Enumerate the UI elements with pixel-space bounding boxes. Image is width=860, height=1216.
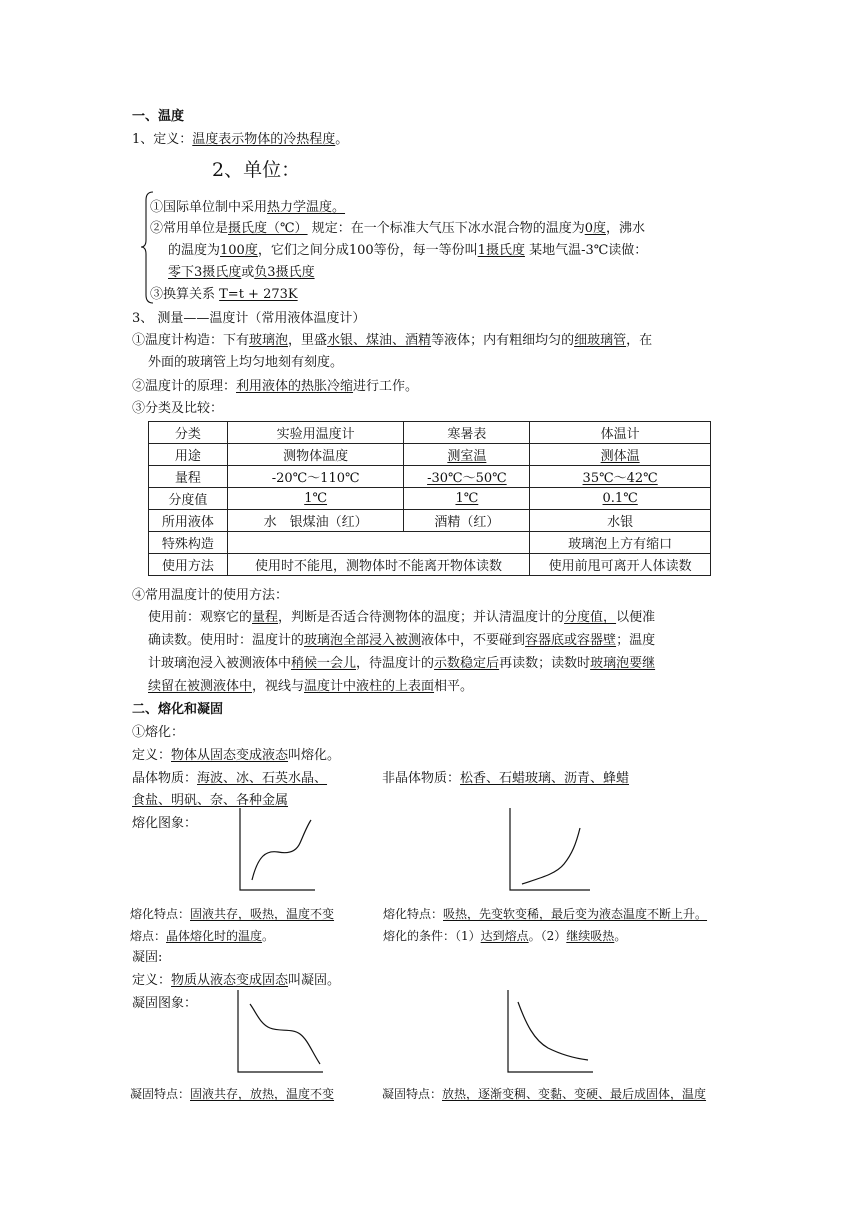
melt-graph-label: 熔化图象： — [132, 816, 198, 831]
underlined-term: 0.1℃ — [602, 491, 638, 506]
crystal-melting-graph — [230, 808, 320, 896]
table-cell: 测物体温度 — [227, 444, 404, 466]
unit-line-2 — [150, 219, 645, 239]
underlined-term: 测室温 — [447, 449, 487, 464]
unit-line-5 — [150, 285, 298, 305]
table-row — [149, 554, 711, 576]
table-row — [149, 444, 711, 466]
text: ，待温度计的 — [356, 656, 435, 671]
punct: 。 — [335, 132, 349, 147]
table-header-row — [149, 422, 711, 444]
usage-line-1 — [148, 608, 655, 628]
text: 等液体；内有粗细均匀的 — [431, 333, 575, 348]
text: 熔化特点： — [383, 907, 444, 921]
section-heading: 一、温度 — [132, 109, 185, 124]
underlined-term: 续留在被测液体中 — [148, 679, 253, 694]
underlined-term: 物质从液态变成固态 — [171, 973, 289, 988]
table-cell — [404, 488, 530, 510]
table-row — [149, 532, 711, 554]
construct-line-cont: 外面的玻璃管上均匀地刻有刻度。 — [148, 355, 344, 370]
text: 。（2） — [528, 929, 567, 943]
principle-line — [132, 377, 418, 397]
melting-point — [130, 926, 274, 946]
row-label: 分度值 — [149, 488, 228, 510]
text: ，里盛 — [288, 333, 328, 348]
underlined-term: 固液共存，放热，温度不变 — [190, 1087, 335, 1101]
text: 熔化特点： — [130, 907, 191, 921]
text: 凝固特点： — [382, 1087, 443, 1101]
underlined-term: 玻璃泡 — [249, 333, 289, 348]
text: ①国际单位制中采用 — [150, 200, 268, 215]
table-row — [149, 510, 711, 532]
solidify-title: 凝固: — [132, 950, 163, 965]
melting-condition — [383, 926, 626, 946]
row-label: 使用方法 — [149, 554, 228, 576]
thermometer-comparison-table — [148, 421, 711, 576]
definition-line — [132, 130, 348, 150]
text: ①温度计构造：下有 — [132, 333, 250, 348]
noncrystal-melt-feature — [383, 904, 707, 924]
text: ，视线与 — [252, 679, 305, 694]
underlined-term: 温度表示物体的冷热程度 — [192, 132, 336, 147]
text: 以便准 — [616, 610, 656, 625]
label: 1、定义： — [132, 132, 193, 147]
text: 相平。 — [434, 679, 474, 694]
text: 凝固特点： — [130, 1087, 191, 1101]
usage-line-4 — [148, 677, 473, 697]
usage-title: ④常用温度计的使用方法： — [132, 588, 289, 603]
underlined-term: 玻璃泡全部浸入被测 — [304, 633, 422, 648]
text: 的温度为 — [168, 243, 221, 258]
text: 再读数；读数时 — [499, 656, 591, 671]
table-cell — [530, 444, 711, 466]
underlined-term: 容器底或容器壁 — [525, 633, 617, 648]
underlined-term: 食盐、明矾、奈、各种金属 — [132, 793, 289, 808]
underlined-term: 温度计中液柱的上表面 — [304, 679, 435, 694]
crystal-melt-feature — [130, 904, 334, 924]
text: 叫熔化。 — [288, 748, 341, 763]
table-cell: 水 银煤油（红） — [227, 510, 404, 532]
underlined-term: 量程 — [252, 610, 279, 625]
text: 某地气温-3℃读做： — [524, 243, 648, 258]
text: ，在 — [626, 333, 653, 348]
table-cell — [404, 466, 530, 488]
text: 。 — [262, 929, 275, 943]
underlined-term: 1℃ — [455, 491, 479, 506]
table-row — [149, 488, 711, 510]
unit-line-1 — [150, 198, 345, 218]
underlined-term: 放热，逐渐变稠、变黏、变硬、最后成固体，温度 — [442, 1087, 707, 1101]
underlined-term: 分度值， — [564, 610, 617, 625]
underlined-term: 利用液体的热胀冷缩 — [236, 379, 354, 394]
text: 使用前：观察它的 — [148, 610, 253, 625]
melt-definition — [132, 746, 340, 766]
underlined-term: 晶体熔化时的温度 — [166, 929, 263, 943]
table-row — [149, 466, 711, 488]
underlined-term: 测体温 — [600, 449, 640, 464]
measure-heading: 3、 测量——温度计（常用液体温度计） — [132, 311, 366, 326]
table-cell — [404, 444, 530, 466]
section-heading: 二、熔化和凝固 — [132, 702, 224, 717]
underlined-term: 1℃ — [304, 491, 328, 506]
row-label: 用途 — [149, 444, 228, 466]
text: ，沸水 — [605, 221, 645, 236]
text: 叫凝固。 — [288, 973, 341, 988]
table-cell: 使用前甩可离开人体读数 — [530, 554, 711, 576]
text: 计玻璃泡浸入被测液体中 — [148, 656, 292, 671]
text: ②温度计的原理： — [132, 379, 237, 394]
text: 或 — [241, 265, 255, 280]
solidify-definition — [132, 971, 340, 991]
header-cell: 寒暑表 — [404, 422, 530, 444]
text: ；温度 — [616, 633, 656, 648]
formula: T=t + 273K — [219, 287, 298, 302]
header-cell: 体温计 — [530, 422, 711, 444]
underlined-term: 物体从固态变成液态 — [171, 748, 289, 763]
noncrystal-line — [382, 769, 629, 789]
underlined-term: 零下3摄氏度 — [168, 265, 242, 280]
noncrystal-solidify-feature — [382, 1084, 706, 1104]
text: 定义： — [132, 973, 172, 988]
underlined-term: 海波、冰、石英水晶、 — [197, 771, 328, 786]
text: 进行工作。 — [353, 379, 419, 394]
text: 定义： — [132, 748, 172, 763]
underlined-term: 1摄氏度 — [477, 243, 525, 258]
text: ，它们之间分成100等份，每一等份叫 — [257, 243, 478, 258]
underlined-term: 玻璃泡要继 — [590, 656, 656, 671]
row-label: 量程 — [149, 466, 228, 488]
text: ②常用单位是 — [150, 221, 229, 236]
underlined-term: 摄氏度（℃） — [228, 221, 308, 236]
text: 。 — [614, 929, 627, 943]
melt-title: ①熔化： — [132, 725, 185, 740]
table-cell — [530, 466, 711, 488]
solidify-graph-label: 凝固图象： — [132, 996, 198, 1011]
text: 晶体物质： — [132, 771, 198, 786]
crystal-solidifying-graph — [228, 990, 328, 1078]
text: ③换算关系 — [150, 287, 220, 302]
noncrystal-solidifying-graph — [498, 990, 598, 1078]
unit-line-4 — [168, 263, 315, 283]
table-cell — [530, 488, 711, 510]
underlined-term: 负3摄氏度 — [254, 265, 315, 280]
underlined-term: 35℃～42℃ — [582, 471, 658, 486]
header-cell: 实验用温度计 — [227, 422, 404, 444]
text: 液体中，不要碰到 — [421, 633, 526, 648]
underlined-term: 吸热，先变软变稀，最后变为液态温度不断上升。 — [443, 907, 708, 921]
underlined-term: 示数稳定后 — [434, 656, 500, 671]
text: 非晶体物质： — [382, 771, 461, 786]
underlined-term: 继续吸热 — [566, 929, 615, 943]
usage-line-2 — [148, 631, 655, 651]
table-cell: 玻璃泡上方有缩口 — [530, 532, 711, 554]
row-label: 特殊构造 — [149, 532, 228, 554]
row-label: 所用液体 — [149, 510, 228, 532]
construct-line — [132, 331, 652, 351]
underlined-term: 达到熔点 — [480, 929, 529, 943]
underlined-term: -30℃～50℃ — [427, 471, 507, 486]
table-cell: 水银 — [530, 510, 711, 532]
underlined-term: 水银、煤油、酒精 — [327, 333, 432, 348]
crystal-solidify-feature — [130, 1084, 334, 1104]
classify-label: ③分类及比较： — [132, 401, 224, 416]
unit-line-3 — [168, 241, 647, 261]
usage-line-3 — [148, 654, 655, 674]
text: ，判断是否适合待测物体的温度；并认清温度计的 — [278, 610, 565, 625]
table-cell — [227, 488, 404, 510]
underlined-term: 0度 — [584, 221, 606, 236]
underlined-term: 热力学温度。 — [267, 200, 346, 215]
text: 熔点： — [130, 929, 167, 943]
underlined-term: 固液共存，吸热，温度不变 — [190, 907, 335, 921]
text: 确读数。使用时：温度计的 — [148, 633, 305, 648]
underlined-term: 100度 — [220, 243, 258, 258]
text: 熔化的条件：（1） — [383, 929, 481, 943]
underlined-term: 细玻璃管 — [574, 333, 627, 348]
noncrystal-melting-graph — [500, 808, 594, 896]
table-cell: 酒精（红） — [404, 510, 530, 532]
underlined-term: 松香、石蜡玻璃、沥青、蜂蜡 — [460, 771, 630, 786]
table-cell — [227, 532, 530, 554]
underlined-term: 稍候一会儿 — [291, 656, 357, 671]
unit-heading: 2、单位： — [212, 159, 301, 181]
text: 规定：在一个标准大气压下冰水混合物的温度为 — [307, 221, 585, 236]
table-cell: -20℃～110℃ — [227, 466, 404, 488]
crystal-line — [132, 769, 327, 789]
header-cell: 分类 — [149, 422, 228, 444]
table-cell: 使用时不能甩，测物体时不能离开物体读数 — [227, 554, 530, 576]
